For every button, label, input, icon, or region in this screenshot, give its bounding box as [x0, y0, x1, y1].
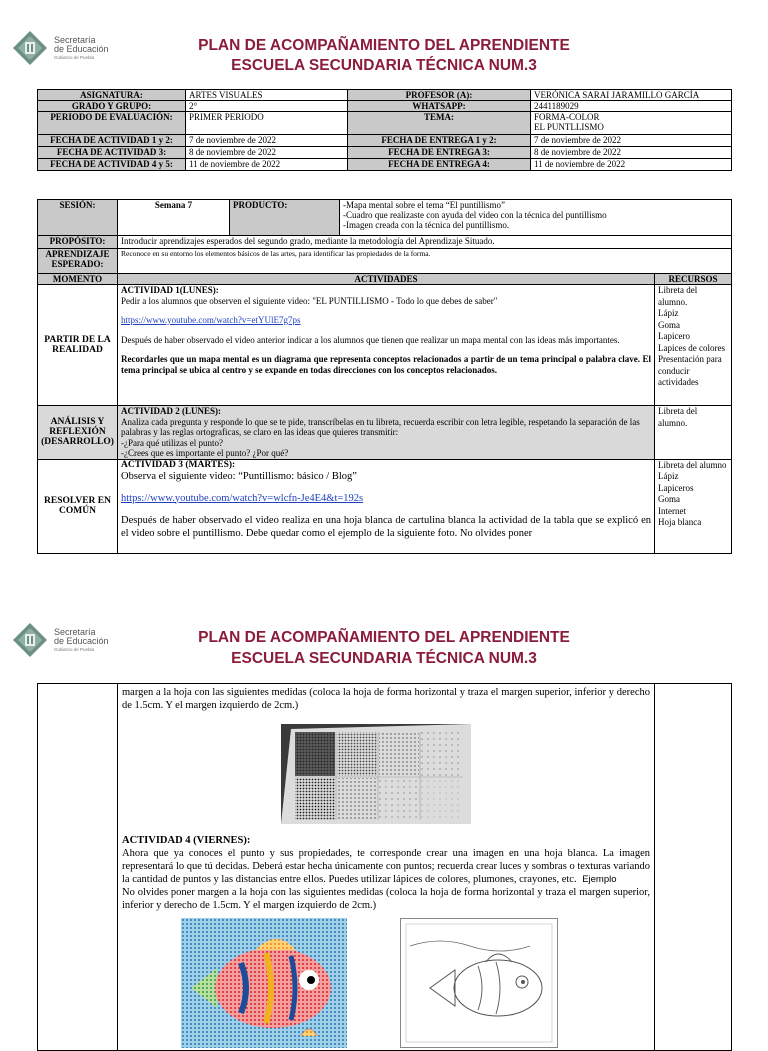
actividad-1: [118, 285, 655, 406]
semana-value: Semana 7: [118, 200, 230, 236]
fecha-actividad-45: 11 de noviembre de 2022: [186, 159, 348, 171]
aprendizaje-value: Reconoce en su entorno los elementos básicos de las artes, para identificar las propiedades de la forma.: [118, 249, 732, 274]
actividad-2: [118, 406, 655, 460]
actividades-header: ACTIVIDADES: [118, 274, 655, 285]
whatsapp-label: WHATSAPP:: [348, 101, 531, 112]
actividad-4-text: [122, 847, 650, 886]
page-title: PLAN DE ACOMPAÑAMIENTO DEL APRENDIENTE: [198, 37, 570, 54]
periodo-value: PRIMER PERIODO: [186, 112, 348, 135]
fecha-entrega-4: 11 de noviembre de 2022: [531, 159, 732, 171]
producto-line2: -Cuadro que realizaste con ayuda del video con la técnica del puntillismo: [343, 210, 607, 220]
activity-row: [38, 459, 732, 553]
recursos-1: [655, 285, 732, 406]
recurso-item: Presentación para conducir actividades: [658, 354, 722, 387]
producto-value: [340, 200, 732, 236]
info-table: [37, 89, 732, 171]
grado-value: 2°: [186, 101, 348, 112]
actividad-2-pregunta-1: -¿Para qué utilizas el punto?: [121, 437, 223, 448]
actividad-3: [118, 459, 655, 553]
proposito-value: Introducir aprendizajes esperados del segundo grado, mediante la metodología del Aprendizaje Situado.: [118, 236, 732, 249]
actividad-3-instrucciones: Después de haber observado el video realiza en una hoja blanca de cartulina blanca la actividad de la tabla que se explicó en el video sobre el puntillismo. Debe quedar como el ejemplo de la siguiente foto. No olvides poner: [121, 514, 651, 539]
puntillismo-example-photo: [281, 724, 471, 824]
info-row: [38, 147, 732, 159]
recurso-item: Libreta del alumno.: [658, 406, 698, 428]
aprendizaje-label-l1: APRENDIZAJE: [45, 249, 110, 259]
recurso-item: Goma: [658, 319, 680, 330]
actividad-1-title: ACTIVIDAD 1(LUNES):: [121, 285, 219, 295]
fecha-actividad-3-label: FECHA DE ACTIVIDAD 3:: [38, 147, 186, 159]
actividad-4-margen: No olvides poner margen a la hoja con las siguientes medidas (coloca la hoja de forma horizontal y traza el margen superior, inferior y derecho de 1.5cm. Y el margen izquierdo de 2cm.): [122, 887, 650, 911]
asignatura-label: ASIGNATURA:: [38, 90, 186, 101]
fecha-actividad-45-label: FECHA DE ACTIVIDAD 4 y 5:: [38, 159, 186, 171]
actividad-1-link[interactable]: https://www.youtube.com/watch?v=etYUlE7g7ps: [121, 315, 301, 325]
recursos-2: [655, 406, 732, 460]
recurso-item: Libreta del alumno.: [658, 285, 698, 307]
page2-title: PLAN DE ACOMPAÑAMIENTO DEL APRENDIENTE: [198, 629, 570, 646]
continuation-content: [118, 684, 655, 1051]
recurso-item: Internet: [658, 505, 686, 516]
tema-label: TEMA:: [348, 112, 531, 135]
continuation-row: [38, 684, 732, 1051]
recursos-header: RECURSOS: [655, 274, 732, 285]
page2-school-title: ESCUELA SECUNDARIA TÉCNICA NUM.3: [231, 650, 537, 667]
recurso-item: Hoja blanca: [658, 517, 702, 527]
fecha-actividad-3: 8 de noviembre de 2022: [186, 147, 348, 159]
momento-partir: PARTIR DE LA REALIDAD: [38, 285, 118, 406]
producto-label: PRODUCTO:: [230, 200, 340, 236]
momento-analisis: ANÁLISIS Y REFLEXIÓN (DESARROLLO): [38, 406, 118, 460]
recursos-3: [655, 459, 732, 553]
actividad-2-title: ACTIVIDAD 2 (LUNES):: [121, 406, 222, 416]
school-title: ESCUELA SECUNDARIA TÉCNICA NUM.3: [231, 57, 537, 74]
profesor-value: VERÓNICA SARAI JARAMILLO GARCÍA: [531, 90, 732, 101]
actividad-2-text: Analiza cada pregunta y responde lo que se te pide, transcríbelas en tu libreta, recuerda escribir con letra legible, respetando la separación de las palabras y las reglas ortograficas, se claro en las ideas que quieres transmitir:: [121, 416, 640, 437]
continuation-table: [37, 683, 732, 1051]
recurso-item: Lápiz: [658, 471, 679, 481]
logo-line3: Gobierno de Puebla: [54, 54, 95, 60]
actividad-2-pregunta-2: -¿Crees que es importante el punto? ¿Por qué?: [121, 448, 289, 458]
activity-row: [38, 285, 732, 406]
recurso-item: Lapiceros: [658, 482, 694, 493]
header-row: [38, 274, 732, 285]
actividad-3-text: Observa el siguiente video: “Puntillismo: básico / Blog”: [121, 470, 357, 482]
actividad-3-title: ACTIVIDAD 3 (MARTES):: [121, 459, 236, 470]
margin-instructions: margen a la hoja con las siguientes medidas (coloca la hoja de forma horizontal y traza el margen superior, inferior y derecho de 1.5cm. Y el margen izquierdo de 2cm.): [122, 687, 650, 711]
recursos-empty: [655, 684, 732, 1051]
fish-dotted-example: [181, 918, 347, 1048]
momento-empty: [38, 684, 118, 1051]
sesion-label: SESIÓN:: [38, 200, 118, 236]
info-row: [38, 112, 732, 135]
fecha-entrega-4-label: FECHA DE ENTREGA 4:: [348, 159, 531, 171]
info-row: [38, 90, 732, 101]
actividad-4-title: ACTIVIDAD 4 (VIERNES):: [122, 835, 251, 846]
aprendizaje-label: [38, 249, 118, 274]
ejemplo-label: Ejemplo: [582, 874, 617, 885]
recurso-item: Lapices de colores: [658, 342, 725, 353]
logo-line1: Secretaría: [54, 34, 96, 45]
logo-line1: Secretaría: [54, 626, 96, 637]
plan-table: [37, 199, 732, 554]
example-images: [122, 918, 650, 1048]
tema-value: [531, 112, 732, 135]
actividad-1-recordatorio: Recordarles que un mapa mental es un diagrama que representa conceptos relacionados a partir de un tema principal o palabra clave. El tema principal se ubica al centro y se expande en todas direcciones con los conceptos relacionados.: [121, 354, 651, 375]
actividad-3-link[interactable]: https://www.youtube.com/watch?v=wlcfn-Je4E4&t=192s: [121, 492, 364, 504]
recurso-item: Lápiz: [658, 308, 679, 318]
logo-line2: de Educación: [54, 43, 109, 54]
sesion-row: [38, 200, 732, 236]
whatsapp-value: 2441189029: [531, 101, 732, 112]
actividad-4-instrucciones: Ahora que ya conoces el punto y sus propiedades, te corresponde crear una imagen en una hoja blanca. La imagen representará lo que tú decidas. Deberá estar hecha únicamente con puntos; recuerda crear luces y sombras o texturas variando la cantidad de puntos y las distancias entre ellos. Puedes utilizar lápices de colores, plumones, crayones, etc.: [122, 848, 650, 885]
aprendizaje-row: [38, 249, 732, 274]
fecha-entrega-3: 8 de noviembre de 2022: [531, 147, 732, 159]
asignatura-value: ARTES VISUALES: [186, 90, 348, 101]
tema-line2: EL PUNTLLISMO: [534, 122, 604, 132]
producto-line1: -Mapa mental sobre el tema “El puntillismo”: [343, 200, 505, 210]
info-row: [38, 159, 732, 171]
activity-row: [38, 406, 732, 460]
actividad-1-text: Pedir a los alumnos que observen el siguiente video: "EL PUNTILLISMO - Todo lo que debes de saber": [121, 295, 498, 306]
info-row: [38, 101, 732, 112]
info-row: [38, 135, 732, 147]
profesor-label: PROFESOR (A):: [348, 90, 531, 101]
fecha-entrega-12: 7 de noviembre de 2022: [531, 135, 732, 147]
recurso-item: Goma: [658, 494, 680, 504]
logo-line3: Gobierno de Puebla: [54, 646, 95, 652]
actividad-1-instrucciones: Después de haber observado el video anterior indicar a los alumnos que tienen que realizar un mapa mental con las ideas más importantes.: [121, 334, 620, 345]
fish-outline-example: [400, 918, 558, 1048]
fecha-actividad-12-label: FECHA DE ACTIVIDAD 1 y 2:: [38, 135, 186, 147]
grado-label: GRADO Y GRUPO:: [38, 101, 186, 112]
fecha-entrega-12-label: FECHA DE ENTREGA 1 y 2:: [348, 135, 531, 147]
fecha-actividad-12: 7 de noviembre de 2022: [186, 135, 348, 147]
momento-header: MOMENTO: [38, 274, 118, 285]
momento-resolver: RESOLVER EN COMÚN: [38, 459, 118, 553]
recurso-item: Libreta del alumno: [658, 459, 727, 470]
producto-line3: -Imagen creada con la técnica del puntillismo.: [343, 220, 510, 230]
fecha-entrega-3-label: FECHA DE ENTREGA 3:: [348, 147, 531, 159]
proposito-row: [38, 236, 732, 249]
proposito-label: PROPÓSITO:: [38, 236, 118, 249]
logo-line2: de Educación: [54, 635, 109, 646]
recurso-item: Lapicero: [658, 331, 690, 341]
tema-line1: FORMA-COLOR: [534, 112, 600, 122]
periodo-label: PERIODO DE EVALUACIÓN:: [38, 112, 186, 135]
aprendizaje-label-l2: ESPERADO:: [51, 259, 104, 269]
